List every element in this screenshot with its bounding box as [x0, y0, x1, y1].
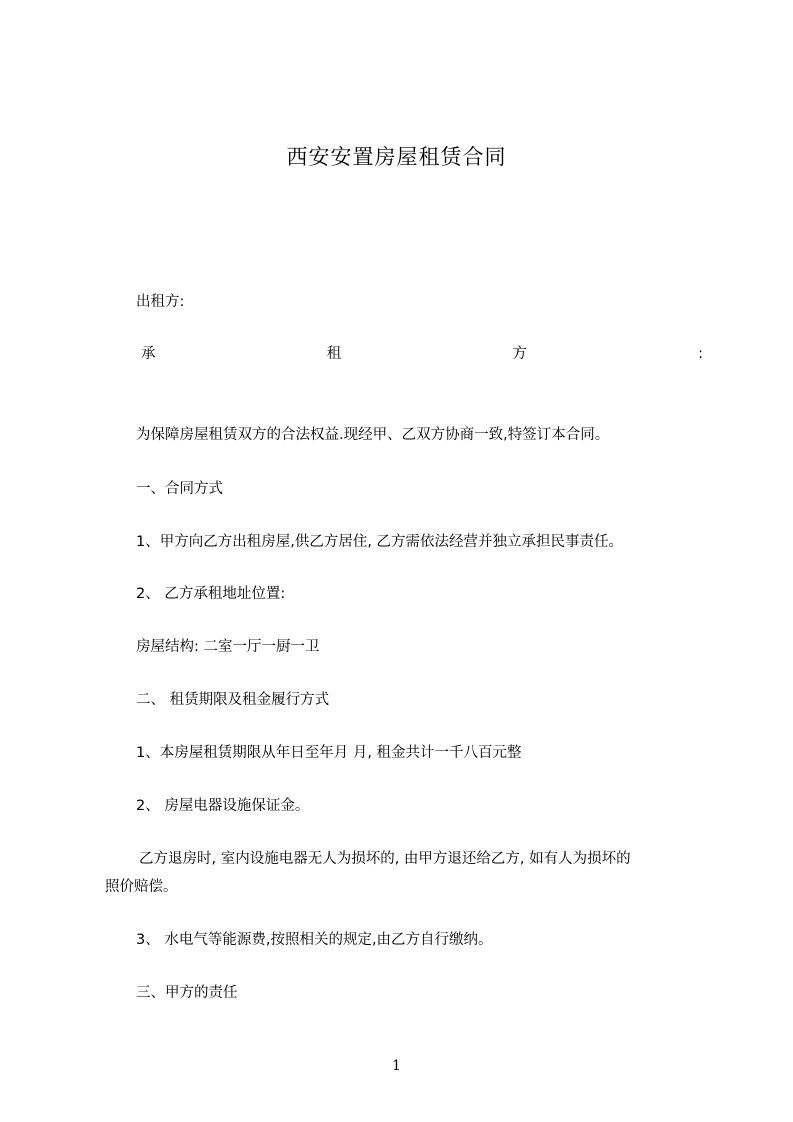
section2-item1: 1、本房屋租赁期限从年日至年月 月, 租金共计一千八百元整 — [136, 745, 522, 761]
deposit-paragraph — [105, 845, 705, 901]
section1-item1: 1、甲方向乙方出租房屋,供乙方居住, 乙方需依法经营并独立承担民事责任。 — [136, 534, 624, 550]
section2-heading: 二、 租赁期限及租金履行方式 — [136, 692, 330, 708]
section3-heading: 三、甲方的责任 — [136, 985, 238, 1001]
lessee-char: : — [698, 346, 703, 362]
document-title: 西安安置房屋租赁合同 — [286, 145, 507, 169]
lessee-char: 方 — [512, 346, 527, 362]
lessee-char: 租 — [326, 346, 342, 362]
section1-heading: 一、合同方式 — [136, 481, 223, 497]
house-structure: 房屋结构: 二室一厅一厨一卫 — [136, 639, 320, 655]
intro-paragraph: 为保障房屋租赁双方的合法权益.现经甲、乙双方协商一致,特签订本合同。 — [136, 427, 610, 443]
section2-item2: 2、 房屋电器设施保证金。 — [136, 798, 310, 814]
page-number: 1 — [392, 1058, 401, 1074]
section2-item3: 3、 水电气等能源费,按照相关的规定,由乙方自行缴纳。 — [136, 932, 493, 948]
deposit-paragraph-line2: 照价赔偿。 — [105, 879, 178, 895]
lessor-label: 出租方: — [136, 294, 185, 310]
lessee-char: 承 — [141, 346, 156, 362]
deposit-paragraph-line1: 乙方退房时, 室内设施电器无人为损坏的, 由甲方退还给乙方, 如有人为损坏的 — [139, 851, 631, 867]
lessee-label — [141, 344, 703, 364]
section1-item2: 2、 乙方承租地址位置: — [136, 586, 286, 602]
